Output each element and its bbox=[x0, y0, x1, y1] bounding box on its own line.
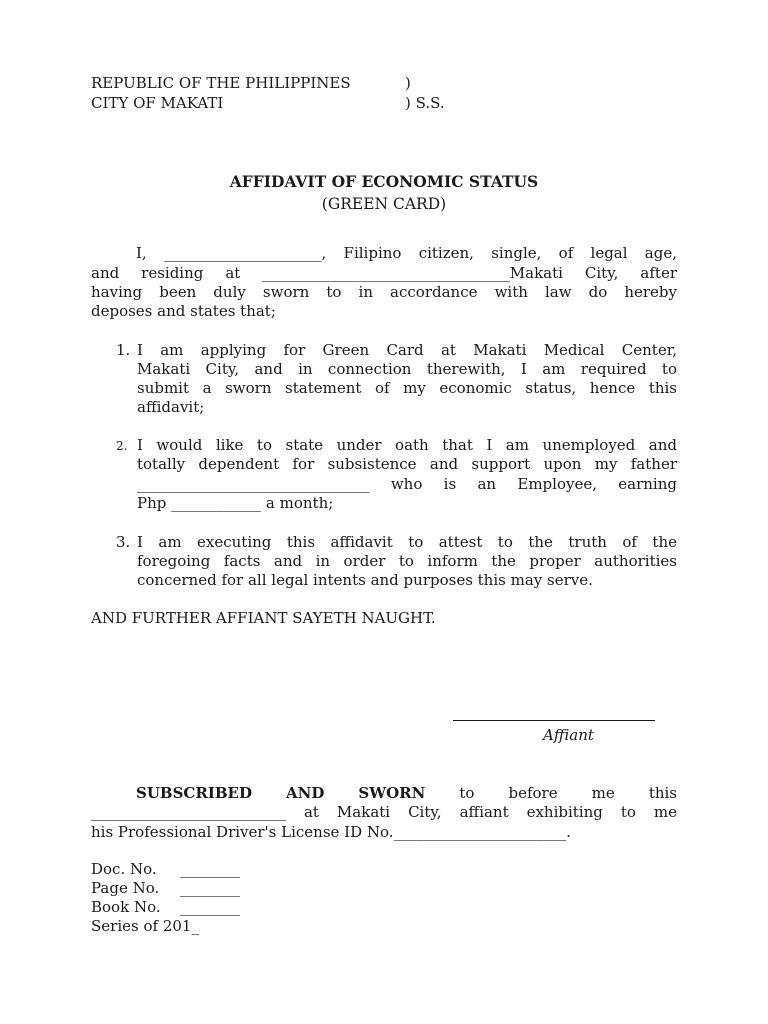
jurat-me: me bbox=[591, 784, 615, 802]
page-no-label: Page No. bbox=[91, 879, 160, 897]
salary-blank: ____________ bbox=[171, 494, 262, 512]
item-1-line-4: affidavit; bbox=[137, 398, 205, 416]
intro-citizen: Filipino citizen, single, of legal age, bbox=[343, 244, 677, 262]
jurat-this: this bbox=[648, 784, 677, 802]
item-1-number: 1. bbox=[116, 341, 131, 359]
item-2-employee: who is an Employee, earning bbox=[390, 475, 677, 493]
jurat-line-2 bbox=[91, 803, 677, 822]
doc-no-label: Doc. No. bbox=[91, 860, 157, 878]
series-label: Series of 201_ bbox=[91, 917, 199, 935]
header-republic: REPUBLIC OF THE PHILIPPINES bbox=[91, 74, 351, 92]
intro-residing: and residing at bbox=[91, 264, 241, 282]
address-blank: _________________________________ bbox=[262, 264, 510, 282]
affiant-name-blank: _____________________, bbox=[163, 244, 327, 262]
document-title: AFFIDAVIT OF ECONOMIC STATUS bbox=[229, 172, 539, 191]
closing-statement: AND FURTHER AFFIANT SAYETH NAUGHT. bbox=[91, 609, 436, 627]
intro-line-2 bbox=[91, 264, 677, 283]
book-no-blank: ________ bbox=[180, 898, 240, 916]
intro-line-1 bbox=[136, 244, 677, 263]
intro-makati: Makati City, after bbox=[509, 264, 677, 282]
header-ss: ) S.S. bbox=[405, 94, 445, 112]
item-3-number: 3. bbox=[116, 533, 131, 551]
license-id-blank: _______________________ bbox=[393, 823, 567, 841]
item-2-month: a month; bbox=[265, 494, 334, 512]
item-2-number: 2. bbox=[116, 439, 128, 453]
intro-i: I, bbox=[136, 244, 147, 262]
jurat-date-blank: __________________________ bbox=[91, 803, 286, 821]
item-1-line-2: Makati City, and in connection therewith, I am required to bbox=[137, 360, 677, 378]
header-paren-1: ) bbox=[405, 74, 411, 92]
jurat-before: before bbox=[508, 784, 558, 802]
item-2-php: Php bbox=[137, 494, 167, 512]
item-2-line-3 bbox=[137, 475, 677, 494]
item-3-line-3: concerned for all legal intents and purposes this may serve. bbox=[137, 571, 593, 589]
item-2-line-4 bbox=[137, 494, 333, 513]
father-name-blank: _______________________________ bbox=[137, 475, 370, 493]
item-3-line-1: I am executing this affidavit to attest to the truth of the bbox=[137, 533, 677, 551]
jurat-sworn: SWORN bbox=[358, 784, 426, 802]
item-1-line-3: submit a sworn statement of my economic status, hence this bbox=[137, 379, 677, 397]
book-no-label: Book No. bbox=[91, 898, 161, 916]
header-city: CITY OF MAKATI bbox=[91, 94, 224, 112]
affiant-label: Affiant bbox=[543, 726, 594, 744]
jurat-period: . bbox=[566, 823, 571, 841]
item-1-line-1: I am applying for Green Card at Makati Medical Center, bbox=[137, 341, 677, 359]
jurat-license: his Professional Driver's License ID No. bbox=[91, 823, 394, 841]
affiant-signature-line bbox=[453, 720, 655, 721]
item-3-line-2: foregoing facts and in order to inform the proper authorities bbox=[137, 552, 677, 570]
document-subtitle: (GREEN CARD) bbox=[321, 195, 447, 213]
jurat-and: AND bbox=[286, 784, 325, 802]
doc-no-blank: ________ bbox=[180, 860, 240, 878]
item-2-line-1: I would like to state under oath that I am unemployed and bbox=[137, 436, 677, 454]
jurat-line-3 bbox=[91, 823, 571, 842]
jurat-to: to bbox=[459, 784, 475, 802]
intro-line-4: deposes and states that; bbox=[91, 302, 276, 320]
jurat-subscribed: SUBSCRIBED bbox=[136, 784, 252, 802]
jurat-line-1 bbox=[136, 784, 677, 803]
intro-line-3: having been duly sworn to in accordance with law do hereby bbox=[91, 283, 677, 301]
page-no-blank: ________ bbox=[180, 879, 240, 897]
jurat-makati: at Makati City, affiant exhibiting to me bbox=[303, 803, 677, 821]
item-2-line-2: totally dependent for subsistence and support upon my father bbox=[137, 455, 677, 473]
